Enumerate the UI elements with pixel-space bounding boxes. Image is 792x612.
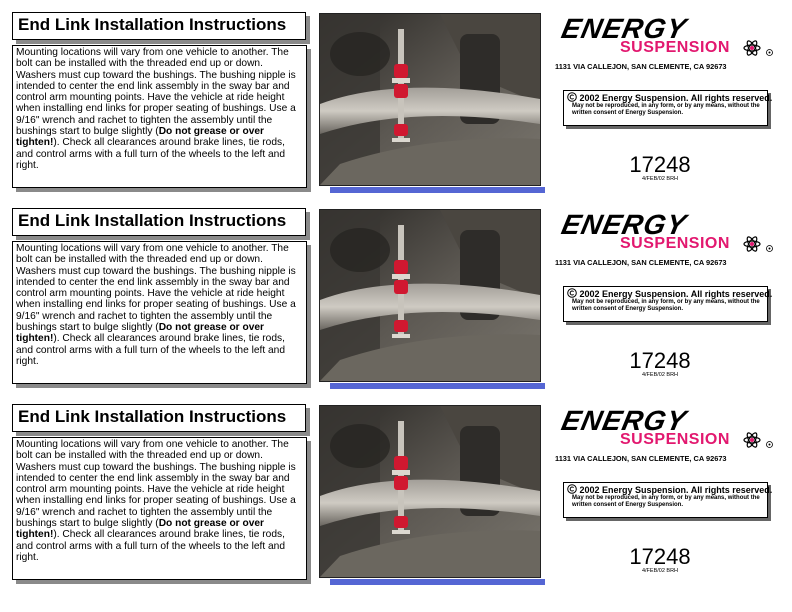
atom-logo-icon bbox=[743, 235, 761, 253]
instruction-card bbox=[0, 395, 792, 591]
title-box bbox=[12, 208, 306, 236]
energy-suspension-logo bbox=[558, 209, 776, 253]
registered-icon bbox=[766, 441, 773, 448]
copyright-box bbox=[563, 482, 773, 518]
atom-logo-icon bbox=[743, 39, 761, 57]
installation-photo bbox=[319, 209, 541, 382]
photo-shadow bbox=[330, 187, 545, 193]
photo-shadow bbox=[330, 383, 545, 389]
logo-energy: ENERGY bbox=[558, 405, 690, 436]
title-box bbox=[12, 12, 306, 40]
card-title: End Link Installation Instructions bbox=[18, 211, 287, 230]
instructions-warning: Do not grease or over tighten! bbox=[16, 518, 265, 541]
instruction-card bbox=[0, 3, 792, 199]
instruction-card bbox=[0, 199, 792, 395]
atom-logo-icon bbox=[743, 431, 761, 449]
suspension-photo-illustration bbox=[320, 406, 540, 577]
part-number: 17248 bbox=[629, 544, 691, 569]
company-address: 1131 VIA CALLEJON, SAN CLEMENTE, CA 92673 bbox=[555, 62, 727, 71]
instructions-text bbox=[12, 437, 307, 580]
registered-icon bbox=[766, 49, 773, 56]
energy-suspension-logo bbox=[558, 405, 776, 449]
suspension-photo-illustration bbox=[320, 210, 540, 381]
instructions-part-1: Mounting locations will vary from one vehicle to another. The bolt can be installed with the threaded end up or down. Washers must cup toward the bushings. The bushing nipple is intended to center the end link assembly in the sway bar and control arm mounting points. Have the vehicle at ride height when installing end links for proper seating of bushings. Use a 9/16" wrench and rachet to tighten the assembly until the bushings start to bulge slightly ( bbox=[16, 439, 296, 530]
card-title: End Link Installation Instructions bbox=[18, 407, 287, 426]
date-code: 4/FEB/02 BRH bbox=[641, 568, 679, 574]
copyright-line bbox=[567, 484, 773, 495]
logo-suspension: SUSPENSION bbox=[620, 431, 730, 448]
copyright-line bbox=[567, 92, 773, 103]
copyright-icon bbox=[567, 92, 577, 102]
instructions-text bbox=[12, 241, 307, 384]
copyright-fine-print: May not be reproduced, in any form, or by any means, without the written consent of Energy Suspension. bbox=[572, 495, 760, 508]
instructions-warning: Do not grease or over tighten! bbox=[16, 322, 265, 345]
instructions-part-1: Mounting locations will vary from one vehicle to another. The bolt can be installed with the threaded end up or down. Washers must cup toward the bushings. The bushing nipple is intended to center the end link assembly in the sway bar and control arm mounting points. Have the vehicle at ride height when installing end links for proper seating of bushings. Use a 9/16" wrench and rachet to tighten the assembly until the bushings start to bulge slightly ( bbox=[16, 243, 296, 334]
registered-icon bbox=[766, 245, 773, 252]
card-title: End Link Installation Instructions bbox=[18, 15, 287, 34]
copyright-text: 2002 Energy Suspension. All rights reserved. bbox=[579, 289, 773, 299]
logo-energy: ENERGY bbox=[558, 209, 690, 240]
instructions-warning: Do not grease or over tighten! bbox=[16, 126, 265, 149]
copyright-icon bbox=[567, 288, 577, 298]
energy-suspension-logo bbox=[558, 13, 776, 57]
copyright-box bbox=[563, 90, 773, 126]
title-box bbox=[12, 404, 306, 432]
photo-shadow bbox=[330, 579, 545, 585]
part-number: 17248 bbox=[629, 348, 691, 373]
date-code: 4/FEB/02 BRH bbox=[641, 176, 679, 182]
installation-photo bbox=[319, 405, 541, 578]
logo-suspension: SUSPENSION bbox=[620, 235, 730, 252]
date-code: 4/FEB/02 BRH bbox=[641, 372, 679, 378]
company-address: 1131 VIA CALLEJON, SAN CLEMENTE, CA 92673 bbox=[555, 258, 727, 267]
installation-photo bbox=[319, 13, 541, 186]
logo-energy: ENERGY bbox=[558, 13, 690, 44]
copyright-fine-print: May not be reproduced, in any form, or by any means, without the written consent of Energy Suspension. bbox=[572, 103, 760, 116]
instructions-part-2: ). Check all clearances around brake lines, tie rods, and control arms with a full turn of the wheels to the left and right. bbox=[16, 333, 285, 367]
suspension-photo-illustration bbox=[320, 14, 540, 185]
copyright-icon bbox=[567, 484, 577, 494]
instructions-part-1: Mounting locations will vary from one vehicle to another. The bolt can be installed with the threaded end up or down. Washers must cup toward the bushings. The bushing nipple is intended to center the end link assembly in the sway bar and control arm mounting points. Have the vehicle at ride height when installing end links for proper seating of bushings. Use a 9/16" wrench and rachet to tighten the assembly until the bushings start to bulge slightly ( bbox=[16, 47, 296, 138]
logo-suspension: SUSPENSION bbox=[620, 39, 730, 56]
copyright-text: 2002 Energy Suspension. All rights reserved. bbox=[579, 93, 773, 103]
copyright-fine-print: May not be reproduced, in any form, or by any means, without the written consent of Energy Suspension. bbox=[572, 299, 760, 312]
copyright-text: 2002 Energy Suspension. All rights reserved. bbox=[579, 485, 773, 495]
company-address: 1131 VIA CALLEJON, SAN CLEMENTE, CA 92673 bbox=[555, 454, 727, 463]
part-number: 17248 bbox=[629, 152, 691, 177]
copyright-line bbox=[567, 288, 773, 299]
instructions-part-2: ). Check all clearances around brake lines, tie rods, and control arms with a full turn of the wheels to the left and right. bbox=[16, 137, 285, 171]
instructions-part-2: ). Check all clearances around brake lines, tie rods, and control arms with a full turn of the wheels to the left and right. bbox=[16, 529, 285, 563]
copyright-box bbox=[563, 286, 773, 322]
instructions-text bbox=[12, 45, 307, 188]
